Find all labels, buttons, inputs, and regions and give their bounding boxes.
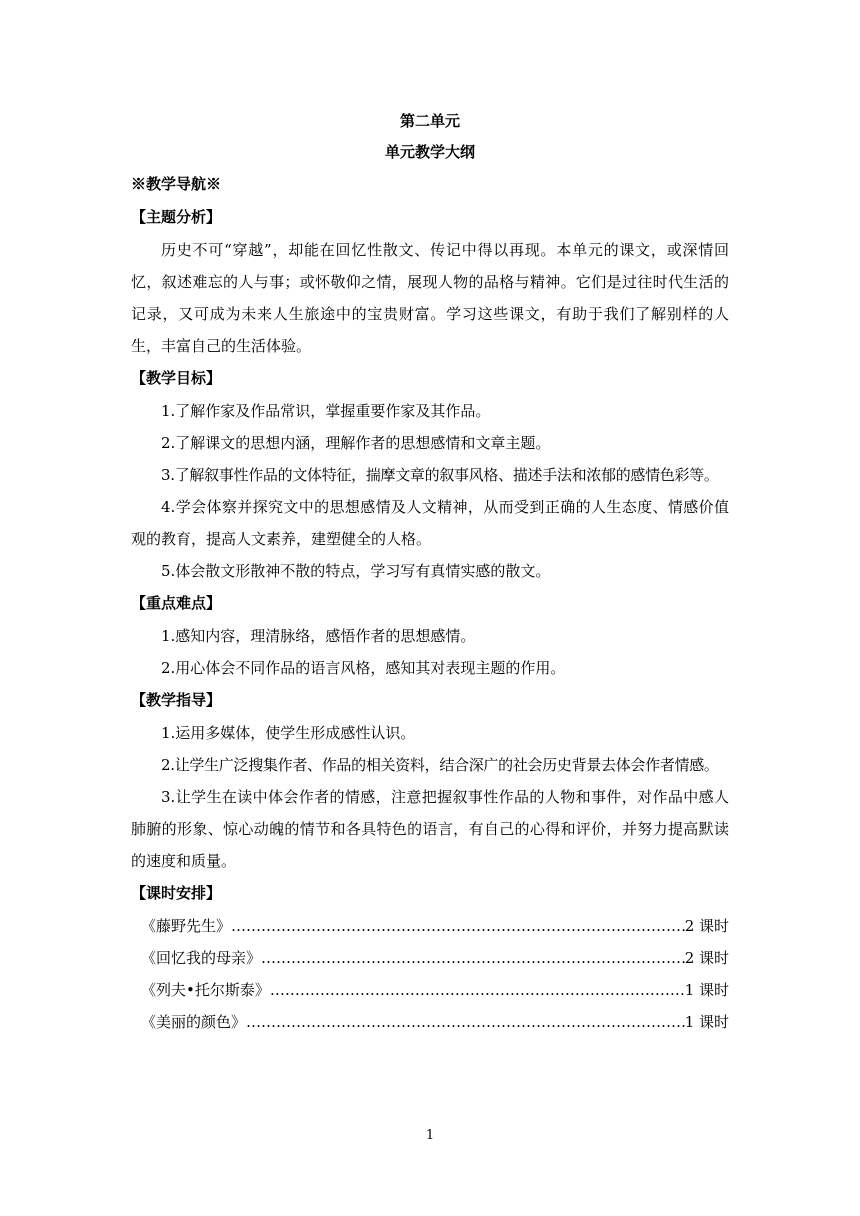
schedule-lesson-title: 《列夫•托尔斯泰》 [141,981,270,999]
schedule-lesson-title: 《回忆我的母亲》 [141,949,262,967]
outline-title: 单元教学大纲 [384,143,475,161]
theme-heading: 【主题分析】 [131,208,222,226]
theme-paragraph: 历史不可“穿越”，却能在回忆性散文、传记中得以再现。本单元的课文，或深情回忆，叙述难忘的人与事；或怀敬仰之情，展现人物的品格与精神。它们是过往时代生活的记录，又可成为未来人生旅途中的宝贵财富。学习这些课文，有助于我们了解别样的人生，丰富自己的生活体验。 [131,241,729,355]
schedule-hours: 2 课时 [684,917,729,935]
objective-item: 4.学会体察并探究文中的思想感情及人文精神，从而受到正确的人生态度、情感价值观的教育，提高人文素养，建塑健全的人格。 [131,498,729,548]
objective-item: 5.体会散文形散神不散的特点，学习写有真情实感的散文。 [161,562,551,580]
key-point-item: 2.用心体会不同作品的语言风格，感知其对表现主题的作用。 [161,659,566,677]
leader-dots [246,1006,685,1038]
page-content [131,106,729,1038]
objective-item: 3.了解叙事性作品的文体特征，揣摩文章的叙事风格、描述手法和浓郁的感情色彩等。 [161,466,719,484]
unit-title: 第二单元 [399,112,460,130]
schedule-lesson-title: 《美丽的颜色》 [141,1013,247,1031]
key-points-heading: 【重点难点】 [131,594,222,612]
objectives-heading: 【教学目标】 [131,369,222,387]
guidance-item: 2.让学生广泛搜集作者、作品的相关资料，结合深广的社会历史背景去体会作者情感。 [161,756,719,774]
navigation-heading: ※教学导航※ [131,175,222,193]
schedule-row [131,1006,729,1038]
page-number: 1 [425,1128,435,1143]
schedule-row [131,942,729,974]
leader-dots [231,910,685,942]
schedule-row [131,974,729,1006]
guidance-item: 3.让学生在读中体会作者的情感，注意把握叙事性作品的人物和事件，对作品中感人肺腑的形象、惊心动魄的情节和各具特色的语言，有自己的心得和评价，并努力提高默读的速度和质量。 [131,788,729,870]
guidance-heading: 【教学指导】 [131,691,222,709]
objective-item: 2.了解课文的思想内涵，理解作者的思想感情和文章主题。 [161,434,551,452]
schedule-hours: 1 课时 [684,981,729,999]
schedule-hours: 2 课时 [684,949,729,967]
leader-dots [270,974,685,1006]
schedule-row [131,910,729,942]
schedule-lesson-title: 《藤野先生》 [141,917,232,935]
key-point-item: 1.感知内容，理清脉络，感悟作者的思想感情。 [161,627,476,645]
leader-dots [261,942,685,974]
schedule-heading: 【课时安排】 [131,884,222,902]
objective-item: 1.了解作家及作品常识，掌握重要作家及其作品。 [161,402,491,420]
schedule-hours: 1 课时 [684,1013,729,1031]
guidance-item: 1.运用多媒体，使学生形成感性认识。 [161,724,416,742]
